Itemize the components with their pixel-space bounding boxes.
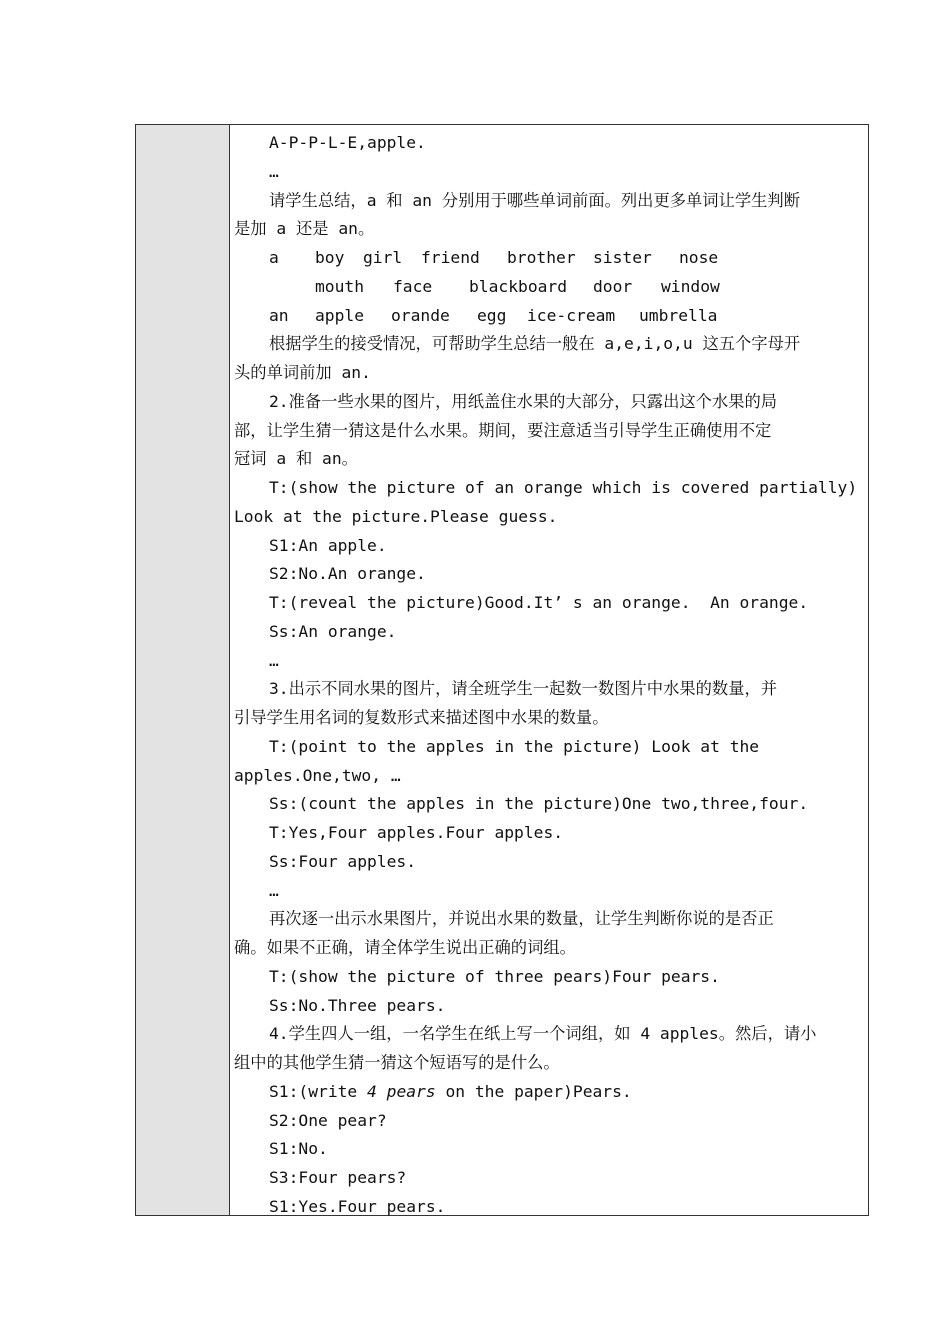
ellipsis-line: …	[269, 650, 279, 670]
text-line: 根据学生的接受情况，可帮助学生总结一般在 a,e,i,o,u 这五个字母开	[269, 334, 801, 354]
s1-write-italic: 4 pears	[367, 1081, 436, 1101]
word: blackboard	[469, 276, 568, 296]
dialogue-line: S1:No.	[269, 1139, 328, 1159]
word: window	[661, 276, 720, 296]
word: umbrella	[639, 305, 718, 325]
text-line: 4.学生四人一组，一名学生在纸上写一个词组，如 4 apples。然后，请小	[269, 1024, 817, 1044]
text-line: A-P-P-L-E,apple.	[269, 133, 426, 152]
dialogue-line: S2:One pear?	[269, 1110, 387, 1130]
word: mouth	[315, 276, 365, 296]
word-row-an	[230, 302, 868, 331]
word: nose	[679, 248, 719, 267]
word: sister	[593, 248, 652, 267]
word: face	[393, 276, 433, 296]
word: boy	[315, 248, 345, 267]
text-line: 再次逐一出示水果图片，并说出水果的数量，让学生判断你说的是否正	[269, 909, 774, 929]
ellipsis-line: …	[269, 161, 279, 181]
dialogue-line: Ss:(count the apples in the picture)One two,three,four.	[269, 794, 809, 814]
dialogue-line: Look at the picture.Please guess.	[234, 506, 558, 526]
text-line: 2.准备一些水果的图片，用纸盖住水果的大部分，只露出这个水果的局	[269, 391, 778, 411]
lesson-content	[230, 129, 868, 1222]
table-label-column	[136, 125, 230, 1215]
dialogue-line: T:(point to the apples in the picture) Look at the	[269, 736, 760, 756]
article-label: a	[269, 248, 279, 267]
dialogue-line: T:Yes,Four apples.Four apples.	[269, 823, 564, 842]
lesson-table	[135, 124, 869, 1216]
word-row-a	[230, 244, 868, 273]
word-row-a-cont	[230, 273, 868, 302]
dialogue-line: T:(show the picture of an orange which is covered partially)	[269, 478, 858, 497]
text-line: 引导学生用名词的复数形式来描述图中水果的数量。	[234, 708, 609, 727]
word: egg	[477, 305, 507, 325]
text-line: 3.出示不同水果的图片，请全班学生一起数一数图片中水果的数量，并	[269, 679, 778, 699]
word: brother	[507, 248, 576, 267]
table-content-column	[230, 125, 868, 1215]
word: ice-cream	[527, 305, 616, 325]
dialogue-line: Ss:An orange.	[269, 621, 397, 641]
dialogue-line: S1:Yes.Four pears.	[269, 1196, 446, 1216]
text-line: 冠词 a 和 an。	[234, 449, 358, 469]
word: girl	[363, 248, 403, 267]
word: orande	[391, 305, 450, 325]
article-label	[269, 273, 315, 302]
text-line: 头的单词前加 an.	[234, 363, 371, 382]
s1-write-suffix: on the paper)Pears.	[435, 1081, 632, 1101]
text-line: 请学生总结，a 和 an 分别用于哪些单词前面。列出更多单词让学生判断	[269, 190, 800, 210]
word: door	[593, 276, 633, 296]
dialogue-line: T:(reveal the picture)Good.It’ s an orange. An orange.	[269, 593, 809, 612]
article-label: an	[269, 305, 289, 325]
word: apple	[315, 305, 365, 325]
dialogue-line: apples.One,two, …	[234, 765, 401, 785]
dialogue-line: Ss:Four apples.	[269, 851, 417, 871]
ellipsis-line: …	[269, 880, 279, 900]
dialogue-line	[230, 1078, 868, 1107]
dialogue-line: S2:No.An orange.	[269, 564, 426, 584]
word: friend	[421, 248, 480, 267]
dialogue-line: S1:An apple.	[269, 535, 387, 555]
text-line: 确。如果不正确，请全体学生说出正确的词组。	[234, 938, 576, 957]
dialogue-line: T:(show the picture of three pears)Four pears.	[269, 966, 720, 986]
s1-write-prefix: S1:(write	[269, 1081, 368, 1101]
text-line: 组中的其他学生猜一猜这个短语写的是什么。	[234, 1053, 560, 1072]
dialogue-line: S3:Four pears?	[269, 1168, 407, 1187]
dialogue-line: Ss:No.Three pears.	[269, 995, 446, 1015]
text-line: 是加 a 还是 an。	[234, 219, 375, 239]
text-line: 部，让学生猜一猜这是什么水果。期间，要注意适当引导学生正确使用不定	[234, 420, 772, 440]
